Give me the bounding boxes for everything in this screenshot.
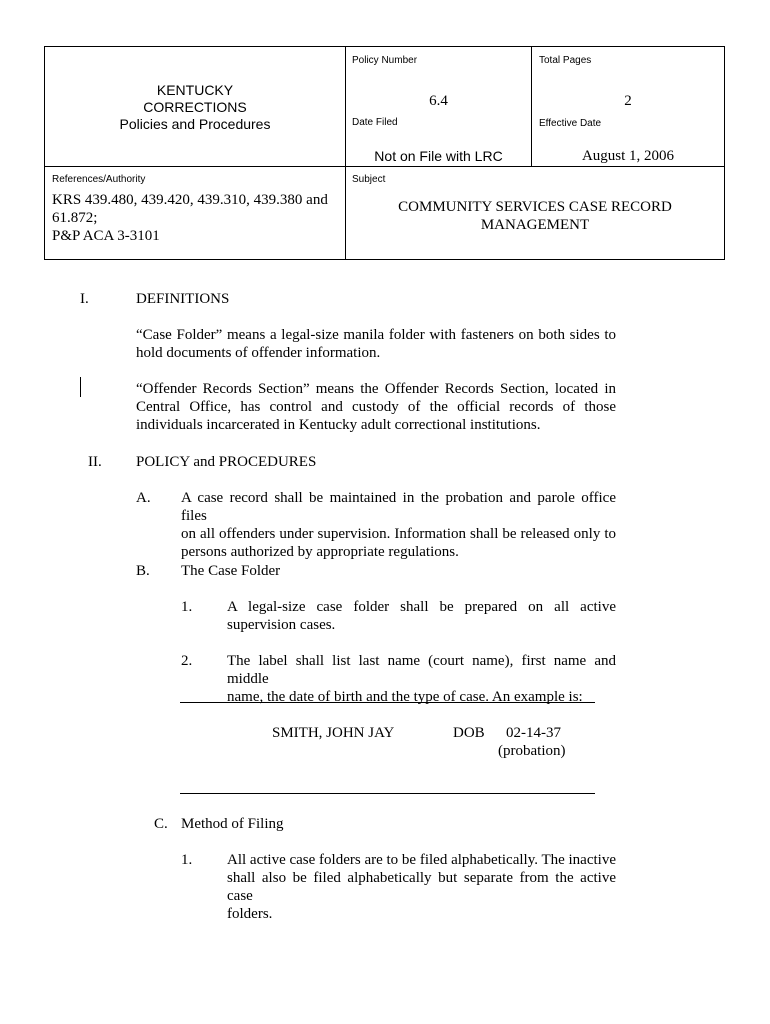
example-dob-label: DOB bbox=[453, 725, 485, 741]
item-c1-line-2: shall also be filed alphabetically but separate from the active case bbox=[227, 870, 616, 904]
item-b-title: The Case Folder bbox=[181, 563, 281, 579]
item-c1-line-3: folders. bbox=[227, 906, 273, 922]
policy-number: 6.4 bbox=[429, 93, 448, 109]
item-c1-line-1: All active case folders are to be filed alphabetically. The inactive bbox=[227, 852, 616, 868]
item-c1-text bbox=[227, 851, 616, 923]
definition-2-line-2: Central Office, has control and custody of the official records of those bbox=[136, 399, 616, 415]
item-a-number: A. bbox=[136, 490, 151, 506]
references-line-3: P&P ACA 3-3101 bbox=[52, 228, 160, 244]
references-label: References/Authority bbox=[52, 174, 146, 185]
subject-label: Subject bbox=[352, 174, 386, 185]
example-dob: 02-14-37 bbox=[506, 725, 561, 741]
item-c-number: C. bbox=[154, 816, 168, 832]
references-line-2: 61.872; bbox=[52, 210, 98, 226]
item-b1-number: 1. bbox=[181, 599, 193, 615]
effective-date: August 1, 2006 bbox=[581, 148, 675, 164]
org-line-3: Policies and Procedures bbox=[119, 116, 271, 132]
subject-line-1: COMMUNITY SERVICES CASE RECORD bbox=[398, 199, 672, 215]
section-1-title: DEFINITIONS bbox=[136, 291, 230, 307]
example-top-rule bbox=[180, 702, 595, 703]
item-b1-text bbox=[227, 598, 616, 634]
section-1-number: I. bbox=[80, 291, 89, 307]
revision-bar bbox=[80, 377, 81, 397]
item-b1-line-1: A legal-size case folder shall be prepared on all active bbox=[227, 599, 616, 615]
definition-1-line-2: hold documents of offender information. bbox=[136, 345, 381, 361]
definition-case-folder bbox=[136, 326, 616, 362]
item-c1-number: 1. bbox=[181, 852, 193, 868]
definition-2-line-1: “Offender Records Section” means the Offender Records Section, located in bbox=[136, 381, 616, 397]
item-b1-line-2: supervision cases. bbox=[227, 617, 336, 633]
policy-number-label: Policy Number bbox=[352, 55, 418, 66]
organization-title bbox=[46, 82, 344, 133]
item-a-line-1: A case record shall be maintained in the probation and parole office files bbox=[181, 490, 616, 524]
total-pages-label: Total Pages bbox=[539, 55, 592, 66]
subject-line-2: MANAGEMENT bbox=[480, 217, 590, 233]
definition-2-line-3: individuals incarcerated in Kentucky adult correctional institutions. bbox=[136, 417, 541, 433]
date-filed: Not on File with LRC bbox=[374, 148, 503, 164]
item-b2-number: 2. bbox=[181, 653, 193, 669]
example-name: SMITH, JOHN JAY bbox=[272, 725, 395, 741]
org-line-2: CORRECTIONS bbox=[143, 99, 247, 115]
section-2-title: POLICY and PROCEDURES bbox=[136, 454, 317, 470]
references bbox=[52, 191, 342, 245]
item-b2-line-2: name, the date of birth and the type of case. An example is: bbox=[227, 689, 583, 705]
example-case-type: (probation) bbox=[498, 743, 566, 759]
item-b2-text bbox=[227, 652, 616, 706]
example-bottom-rule bbox=[180, 793, 595, 794]
item-a-line-2: on all offenders under supervision. Information shall be released only to bbox=[181, 526, 616, 542]
item-b2-line-1: The label shall list last name (court name), first name and middle bbox=[227, 653, 616, 687]
references-line-1: KRS 439.480, 439.420, 439.310, 439.380 and bbox=[52, 192, 328, 208]
definition-offender-records bbox=[136, 380, 616, 434]
org-line-1: KENTUCKY bbox=[156, 82, 234, 98]
definition-1-line-1: “Case Folder” means a legal-size manila folder with fasteners on both sides to bbox=[136, 327, 616, 343]
subject bbox=[346, 198, 724, 234]
total-pages: 2 bbox=[624, 93, 632, 109]
item-c-title: Method of Filing bbox=[181, 816, 284, 832]
item-a-line-3: persons authorized by appropriate regulations. bbox=[181, 544, 459, 560]
item-b-number: B. bbox=[136, 563, 150, 579]
section-2-number: II. bbox=[88, 454, 102, 470]
item-a-text bbox=[181, 489, 616, 561]
date-filed-label: Date Filed bbox=[352, 117, 398, 128]
effective-date-label: Effective Date bbox=[539, 118, 602, 129]
